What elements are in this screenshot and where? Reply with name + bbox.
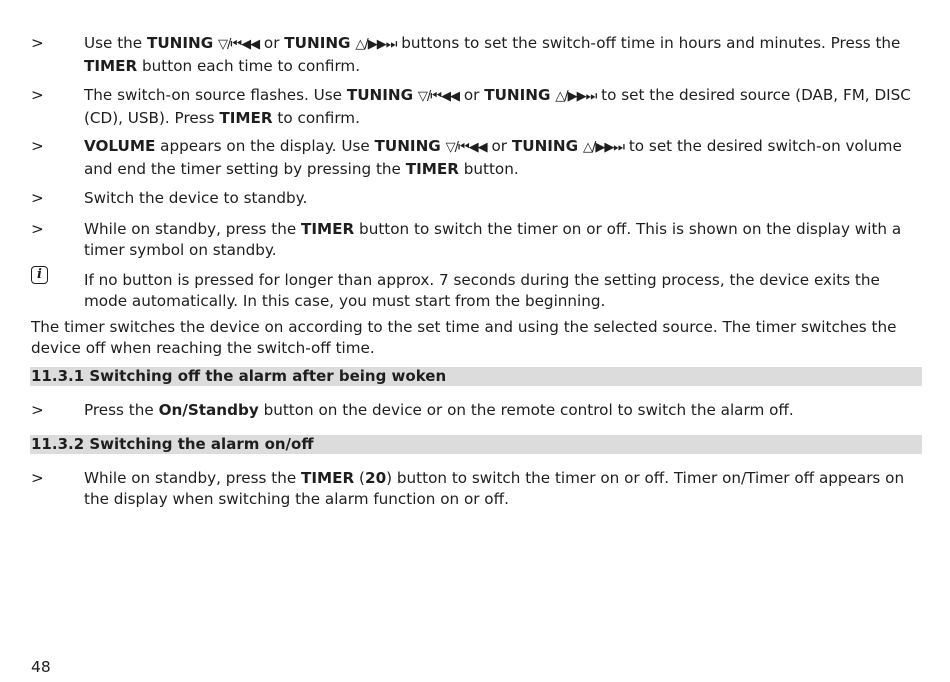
section-heading-1: 11.3.1 Switching off the alarm after being woken — [30, 367, 922, 386]
tuning-up-symbol: △/▶▶⏭ — [582, 140, 625, 155]
step-4-text: Switch the device to standby. — [84, 189, 308, 207]
bullet-arrow: > — [31, 86, 44, 104]
step-3-text: VOLUME appears on the display. Use TUNING ▽/⏮◀◀ or TUNING △/▶▶⏭ to set the desired switch-on volume and end the timer setting by pressing the TIMER button. — [84, 137, 902, 178]
step-1-text: Use the TUNING ▽/⏮◀◀ or TUNING △/▶▶⏭ buttons to set the switch-off time in hours and minutes. Press the TIMER button each time to confirm. — [84, 34, 901, 75]
section-heading-2: 11.3.2 Switching the alarm on/off — [30, 435, 922, 454]
section-1-step-text: Press the On/Standby button on the device or on the remote control to switch the alarm off. — [84, 401, 794, 419]
tuning-up-symbol: △/▶▶⏭ — [555, 89, 597, 104]
bullet-arrow: > — [31, 401, 44, 419]
timer-description: The timer switches the device on according to the set time and using the selected source. The timer switches the device off when reaching the switch-off time. — [31, 318, 897, 357]
tuning-down-symbol: ▽/⏮◀◀ — [218, 37, 260, 52]
bullet-arrow: > — [31, 189, 44, 207]
tuning-down-symbol: ▽/⏮◀◀ — [417, 89, 459, 104]
bullet-arrow: > — [31, 137, 44, 155]
tuning-up-symbol: △/▶▶⏭ — [355, 37, 397, 52]
info-icon: i — [31, 266, 48, 284]
page-number: 48 — [31, 658, 51, 676]
tuning-down-symbol: ▽/⏮◀◀ — [445, 140, 487, 155]
section-2-step-text: While on standby, press the TIMER (20) button to switch the timer on or off. Timer on/Timer off appears on the display when switching the alarm function on or off. — [84, 469, 905, 508]
step-5-text: While on standby, press the TIMER button to switch the timer on or off. This is shown on the display with a timer symbol on standby. — [84, 220, 902, 259]
step-2-text: The switch-on source flashes. Use TUNING ▽/⏮◀◀ or TUNING △/▶▶⏭ to set the desired source (DAB, FM, DISC (CD), USB). Press TIMER to confirm. — [84, 86, 911, 127]
bullet-arrow: > — [31, 469, 44, 487]
info-note-text: If no button is pressed for longer than approx. 7 seconds during the setting process, the device exits the mode automatically. In this case, you must start from the beginning. — [84, 271, 880, 310]
bullet-arrow: > — [31, 220, 44, 238]
bullet-arrow: > — [31, 34, 44, 52]
